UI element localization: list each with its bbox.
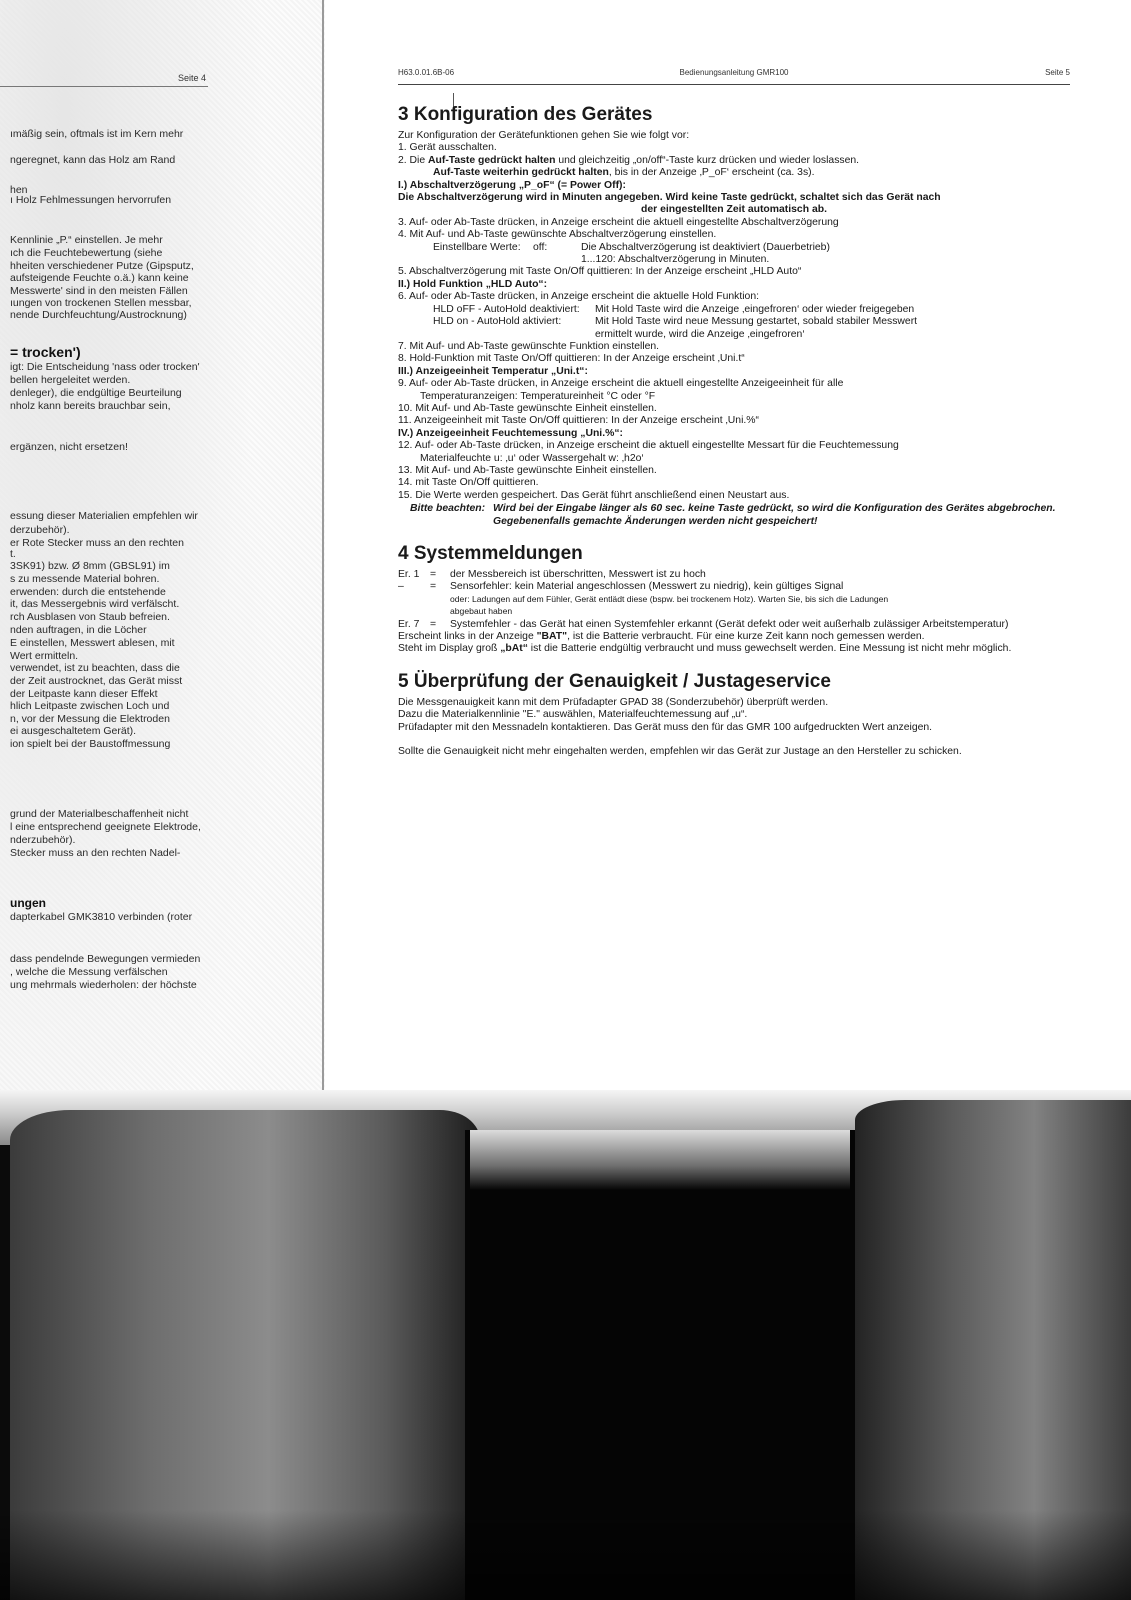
error-eq: =: [430, 581, 437, 593]
hold-on-desc-cont: ermittelt wurde, wird die Anzeige ‚eingefroren‘: [595, 328, 805, 340]
error-eq: =: [430, 618, 437, 630]
page-fold: [322, 0, 324, 1125]
left-page-line: 3SK91) bzw. Ø 8mm (GBSL91) im: [10, 560, 170, 572]
subsection-iii-heading: III.) Anzeigeeinheit Temperatur „Uni.t“:: [398, 365, 588, 377]
battery-note-1: Erscheint links in der Anzeige "BAT", ist die Batterie verbraucht. Für eine kurze Zeit kann noch gemessen werden.: [398, 631, 925, 643]
step-11: 11. Anzeigeeinheit mit Taste On/Off quittieren: In der Anzeige erscheint ‚Uni.%“: [398, 415, 759, 427]
sec5-p3: Prüfadapter mit den Messnadeln kontaktieren. Das Gerät muss den für das GMR 100 aufgedruckten Wert anzeigen.: [398, 721, 933, 733]
left-page-line: ergänzen, nicht ersetzen!: [10, 441, 128, 453]
hold-on-desc: Mit Hold Taste wird neue Messung gestartet, sobald stabiler Messwert: [595, 316, 918, 328]
left-page-line: derzubehör).: [10, 524, 70, 536]
left-page-line: hlich Leitpaste zwischen Loch und: [10, 700, 170, 712]
left-page-line: ıch die Feuchtebewertung (siehe: [10, 247, 163, 259]
left-page-line: ei ausgeschaltetem Gerät).: [10, 725, 137, 737]
left-page-line: dass pendelnde Bewegungen vermieden: [10, 953, 201, 965]
step-15: 15. Die Werte werden gespeichert. Das Gerät führt anschließend einen Neustart aus.: [398, 489, 790, 501]
step-3: 3. Auf- oder Ab-Taste drücken, in Anzeige erscheint die aktuell eingestellte Abschaltverzögerung: [398, 216, 839, 228]
left-page-line: ungen: [10, 896, 46, 910]
left-page-line: nholz kann bereits brauchbar sein,: [10, 400, 171, 412]
step-2-cont: Auf-Taste weiterhin gedrückt halten, bis in der Anzeige ‚P_oF‘ erscheint (ca. 3s).: [433, 167, 815, 179]
page-header: [398, 68, 1070, 84]
left-page-line: bellen hergeleitet werden.: [10, 374, 131, 386]
step-2: 2. Die Auf-Taste gedrückt halten und gleichzeitig „on/off“-Taste kurz drücken und wieder loslassen.: [398, 154, 860, 166]
step-6: 6. Auf- oder Ab-Taste drücken, in Anzeige erscheint die aktuelle Hold Funktion:: [398, 291, 759, 303]
note-label: Bitte beachten:: [410, 503, 486, 515]
error-text: Systemfehler - das Gerät hat einen Systemfehler erkannt (Gerät defekt oder weit außerhalb zulässiger Arbeitstemperatur): [450, 618, 1009, 630]
step-4: 4. Mit Auf- und Ab-Taste gewünschte Abschaltverzögerung einstellen.: [398, 229, 717, 241]
error-text: der Messbereich ist überschritten, Messwert ist zu hoch: [450, 569, 706, 580]
step-12-cont: Materialfeuchte u: ‚u‘ oder Wassergehalt w: ‚h2o‘: [420, 452, 644, 464]
section-4-heading: 4 Systemmeldungen: [398, 543, 583, 564]
left-page-line: der Leitpaste kann dieser Effekt: [10, 688, 158, 700]
dark-photo-area: [0, 1090, 1131, 1600]
left-page-line: grund der Materialbeschaffenheit nicht: [10, 808, 189, 820]
doc-id: H63.0.01.6B-06: [398, 68, 455, 77]
section-3-heading: 3 Konfiguration des Gerätes: [398, 104, 653, 125]
sec5-p4: Sollte die Genauigkeit nicht mehr eingehalten werden, empfehlen wir das Gerät zur Justage an den Hersteller zu schicken.: [398, 746, 962, 758]
config-note: [398, 503, 1070, 528]
subsection-ii-heading: II.) Hold Funktion „HLD Auto“:: [398, 278, 548, 290]
left-page-line: ımäßig sein, oftmals ist im Kern mehr: [10, 128, 184, 140]
step-5: 5. Abschaltverzögerung mit Taste On/Off quittieren: In der Anzeige erscheint „HLD Auto“: [398, 266, 802, 278]
sec5-p1: Die Messgenauigkeit kann mit dem Prüfadapter GPAD 38 (Sonderzubehör) überprüft werden.: [398, 696, 829, 708]
left-page-line: nden auftragen, in die Löcher: [10, 624, 147, 636]
step-14: 14. mit Taste On/Off quittieren.: [398, 477, 539, 489]
error-code: Er. 7: [398, 618, 420, 630]
left-page-line: , welche die Messung verfälschen: [10, 966, 168, 978]
left-page-line: ıungen von trockenen Stellen messbar,: [10, 297, 192, 309]
left-page-line: = trocken'): [10, 344, 81, 360]
left-page-line: nende Durchfeuchtung/Austrocknung): [10, 309, 187, 321]
left-page-line: igt: Die Entscheidung 'nass oder trocken': [10, 361, 200, 373]
values-range: 1...120: Abschaltverzögerung in Minuten.: [581, 254, 770, 266]
hold-off-desc: Mit Hold Taste wird die Anzeige ‚eingefroren‘ oder wieder freigegeben: [595, 303, 915, 315]
values-off-key: off:: [533, 241, 548, 253]
photo-shadow: [0, 1510, 1131, 1600]
step-4-values: [398, 242, 1070, 254]
step-1: 1. Gerät ausschalten.: [398, 142, 497, 154]
doc-title: Bedienungsanleitung GMR100: [679, 68, 789, 77]
left-page-line: essung dieser Materialien empfehlen wir: [10, 510, 198, 522]
step-9-cont: Temperaturanzeigen: Temperatureinheit °C oder °F: [420, 390, 656, 402]
sec5-p2: Dazu die Materialkennlinie "E." auswählen, Materialfeuchtemessung auf „u“.: [398, 709, 748, 721]
battery-note-2: Steht im Display groß „bAt“ ist die Batterie endgültig verbraucht und muss gewechselt werden. Eine Messung ist nicht mehr möglich.: [398, 643, 1012, 655]
left-page-line: t.: [10, 548, 16, 560]
step-12: 12. Auf- oder Ab-Taste drücken, in Anzeige erscheint die aktuell eingestellte Messart für die Feuchtemessung: [398, 440, 899, 452]
left-page-line: aufsteigende Feuchte o.ä.) kann keine: [10, 272, 189, 284]
error-eq: =: [430, 569, 437, 580]
hold-on-row: [398, 316, 1070, 328]
step-8: 8. Hold-Funktion mit Taste On/Off quittieren: In der Anzeige erscheint ‚Uni.t“: [398, 353, 745, 365]
left-page-line: er Rote Stecker muss an den rechten: [10, 537, 184, 549]
section-5-heading: 5 Überprüfung der Genauigkeit / Justageservice: [398, 670, 831, 692]
left-page-line: ung mehrmals wiederholen: der höchste: [10, 979, 197, 991]
right-page: [325, 0, 1131, 1125]
left-page-line: rch Ausblasen von Staub befreien.: [10, 611, 170, 623]
note-text: Wird bei der Eingabe länger als 60 sec. keine Taste gedrückt, so wird die Konfiguration des Gerätes abgebrochen. Gegebenenfalls gemachte Änderungen werden nicht gespeichert!: [493, 503, 1056, 527]
values-label: Einstellbare Werte:: [433, 241, 521, 253]
left-page-line: s zu messende Material bohren.: [10, 573, 160, 585]
photo-gap-highlight: [470, 1130, 850, 1190]
error-text: Sensorfehler: kein Material angeschlossen (Messwert zu niedrig), kein gültiges Signal oder: Ladungen auf dem Fühler, Gerät entlädt diese (bspw. bei trockenem Holz). Warten Sie, bis sich die Ladungen abgebaut haben: [450, 581, 889, 617]
error-code: Er. 1: [398, 569, 420, 580]
step-10: 10. Mit Auf- und Ab-Taste gewünschte Einheit einstellen.: [398, 402, 657, 414]
values-off-desc: Die Abschaltverzögerung ist deaktiviert (Dauerbetrieb): [581, 241, 830, 253]
left-page-line: it, das Messergebnis wird verfälscht.: [10, 598, 180, 610]
left-page-line: ngeregnet, kann das Holz am Rand: [10, 154, 176, 166]
left-page-line: erwenden: durch die entstehende: [10, 586, 166, 598]
poweroff-note-2: der eingestellten Zeit automatisch ab.: [641, 204, 827, 216]
step-9: 9. Auf- oder Ab-Taste drücken, in Anzeige erscheint die aktuell eingestellte Anzeigeeinheit für alle: [398, 378, 844, 390]
header-rule: [398, 84, 1070, 85]
hold-on-key: HLD on - AutoHold aktiviert:: [433, 316, 562, 328]
left-page-number: Seite 4: [178, 73, 207, 83]
left-page-line: hen: [10, 184, 28, 196]
step-7: 7. Mit Auf- und Ab-Taste gewünschte Funktion einstellen.: [398, 340, 660, 352]
left-header-rule: [0, 86, 208, 87]
left-page-line: l eine entsprechend geeignete Elektrode,: [10, 821, 201, 833]
error-row-er1: [398, 569, 1070, 581]
left-page-fragment: [0, 0, 325, 1125]
left-page-line: Wert ermitteln.: [10, 650, 79, 662]
hold-off-row: [398, 304, 1070, 316]
hold-off-key: HLD oFF - AutoHold deaktiviert:: [433, 303, 580, 315]
left-page-line: der Zeit austrocknet, das Gerät misst: [10, 675, 183, 687]
left-page-line: n, vor der Messung die Elektroden: [10, 713, 170, 725]
page-content: [398, 104, 1070, 758]
sec3-intro: Zur Konfiguration der Gerätefunktionen gehen Sie wie folgt vor:: [398, 130, 690, 141]
step-13: 13. Mit Auf- und Ab-Taste gewünschte Einheit einstellen.: [398, 464, 657, 476]
left-page-line: dapterkabel GMK3810 verbinden (roter: [10, 911, 193, 923]
subsection-iv-heading: IV.) Anzeigeeinheit Feuchtemessung „Uni.%“:: [398, 427, 623, 439]
error-code: –: [398, 581, 404, 593]
left-page-line: ion spielt bei der Baustoffmessung: [10, 738, 171, 750]
left-page-line: denleger), die endgültige Beurteilung: [10, 387, 182, 399]
left-page-line: Kennlinie „P.“ einstellen. Je mehr: [10, 234, 163, 246]
left-page-line: nderzubehör).: [10, 834, 76, 846]
left-page-line: Stecker muss an den rechten Nadel-: [10, 847, 181, 859]
left-page-line: E einstellen, Messwert ablesen, mit: [10, 637, 175, 649]
subsection-i-heading: I.) Abschaltverzögerung „P_oF“ (= Power Off):: [398, 179, 626, 191]
left-page-line: verwendet, ist zu beachten, dass die: [10, 662, 180, 674]
left-page-line: hheiten verschiedener Putze (Gipsputz,: [10, 260, 194, 272]
left-page-line: Messwerte' sind in den meisten Fällen: [10, 285, 188, 297]
error-row-er7: [398, 619, 1070, 631]
poweroff-note-1: Die Abschaltverzögerung wird in Minuten angegeben. Wird keine Taste gedrückt, schaltet sich das Gerät nach: [398, 192, 941, 204]
error-row-dash: [398, 581, 1070, 618]
page-number: Seite 5: [1045, 68, 1070, 77]
left-page-line: ı Holz Fehlmessungen hervorrufen: [10, 194, 172, 206]
